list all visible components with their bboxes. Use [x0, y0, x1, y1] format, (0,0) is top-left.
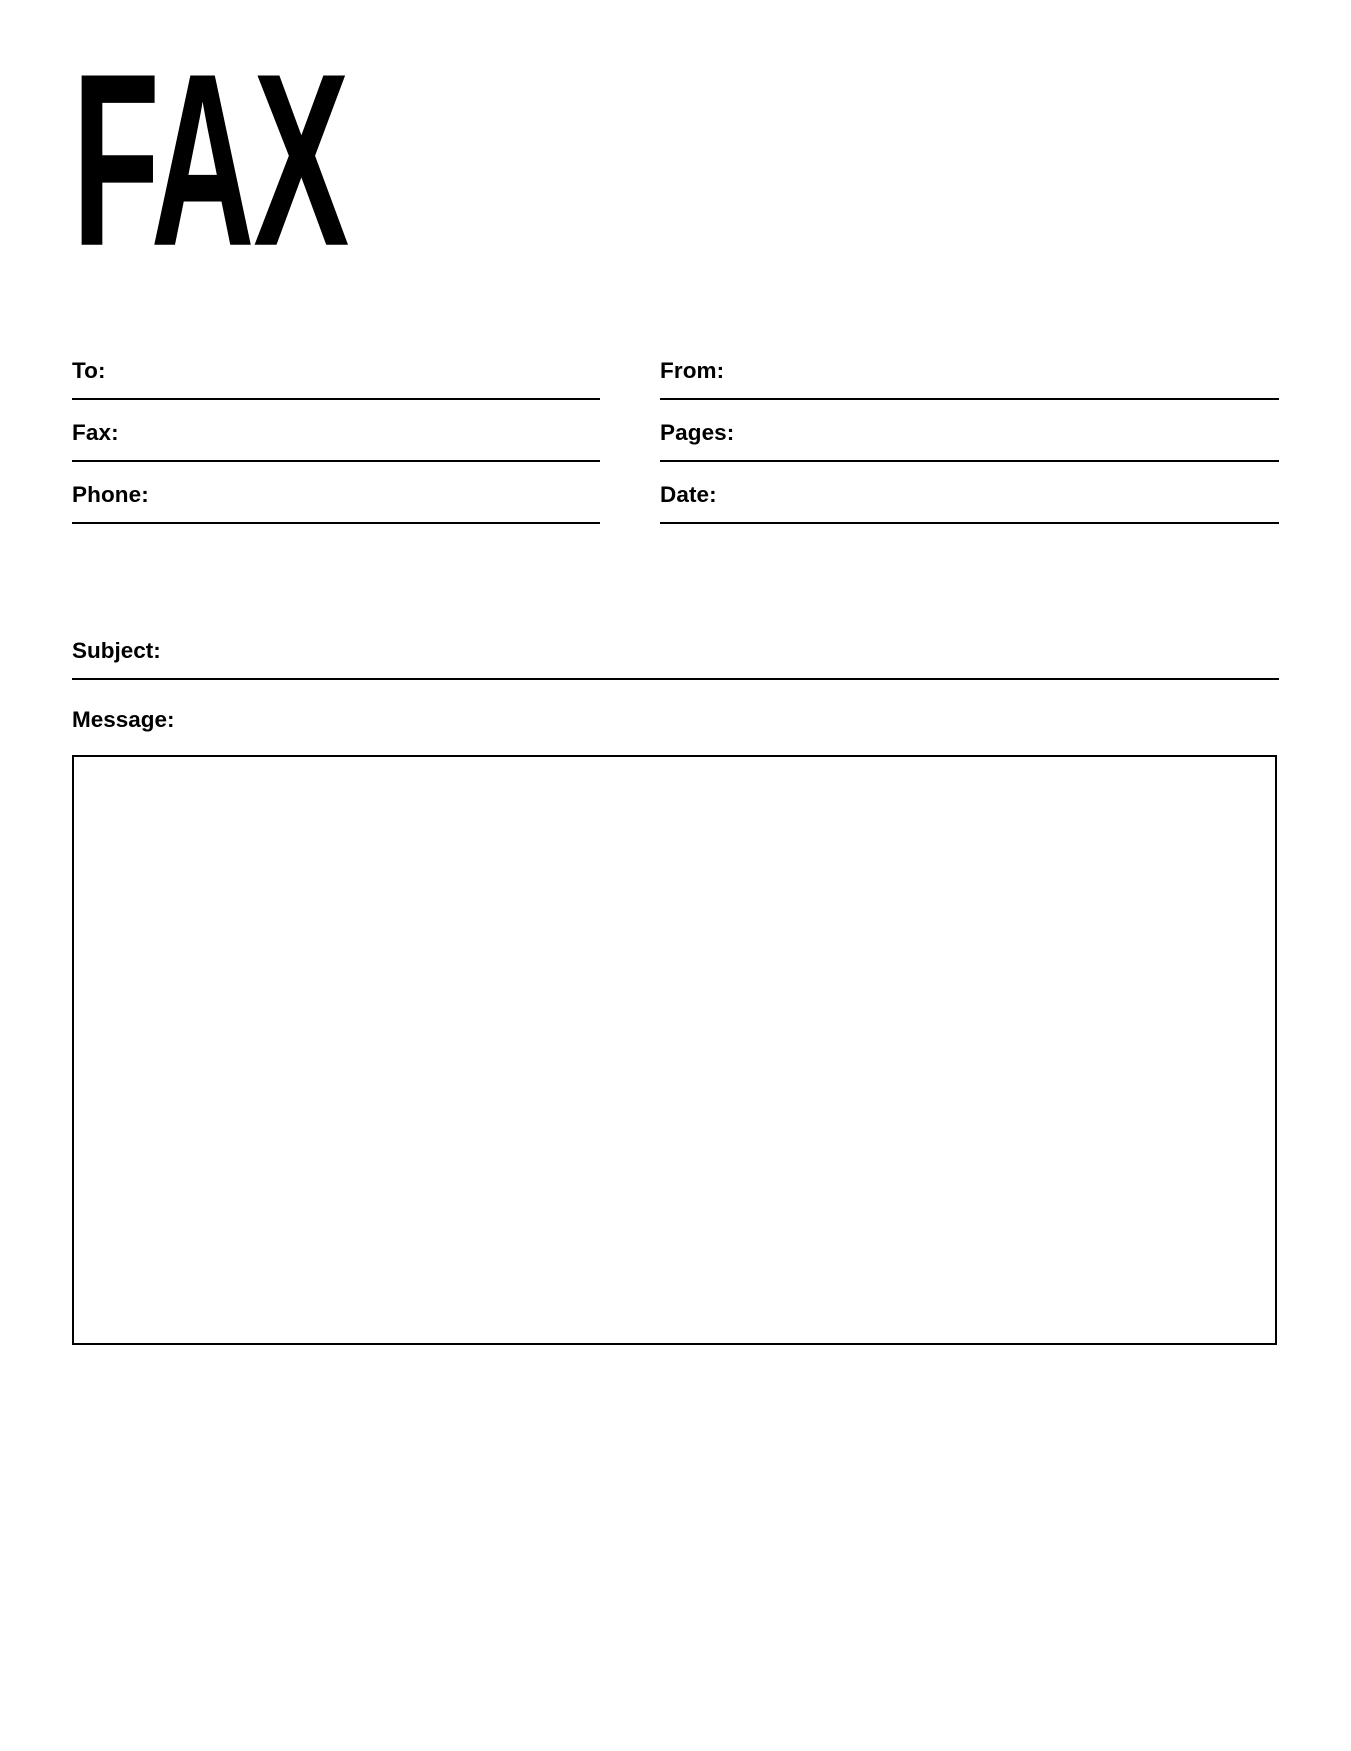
- page-title: FAX: [72, 23, 349, 298]
- message-box[interactable]: [72, 755, 1277, 1345]
- field-pages-label: Pages:: [660, 420, 735, 445]
- field-subject-line: [72, 678, 1279, 680]
- field-from-label: From:: [660, 358, 725, 383]
- field-from[interactable]: [660, 352, 1279, 400]
- field-row: [72, 352, 1279, 414]
- field-row: [72, 476, 1279, 538]
- field-date-label: Date:: [660, 482, 717, 507]
- field-subject[interactable]: [72, 632, 1279, 680]
- field-row: [72, 414, 1279, 476]
- field-to-label: To:: [72, 358, 106, 383]
- field-pages-line: [660, 460, 1279, 462]
- field-fax-line: [72, 460, 600, 462]
- field-phone-label: Phone:: [72, 482, 149, 507]
- field-from-line: [660, 398, 1279, 400]
- field-fax[interactable]: [72, 414, 600, 462]
- field-phone-line: [72, 522, 600, 524]
- field-pages[interactable]: [660, 414, 1279, 462]
- field-date-line: [660, 522, 1279, 524]
- field-to[interactable]: [72, 352, 600, 400]
- field-to-line: [72, 398, 600, 400]
- field-fax-label: Fax:: [72, 420, 119, 445]
- field-phone[interactable]: [72, 476, 600, 524]
- field-date[interactable]: [660, 476, 1279, 524]
- fax-fields: [72, 352, 1279, 538]
- field-subject-label: Subject:: [72, 638, 161, 663]
- message-label: Message:: [72, 707, 175, 732]
